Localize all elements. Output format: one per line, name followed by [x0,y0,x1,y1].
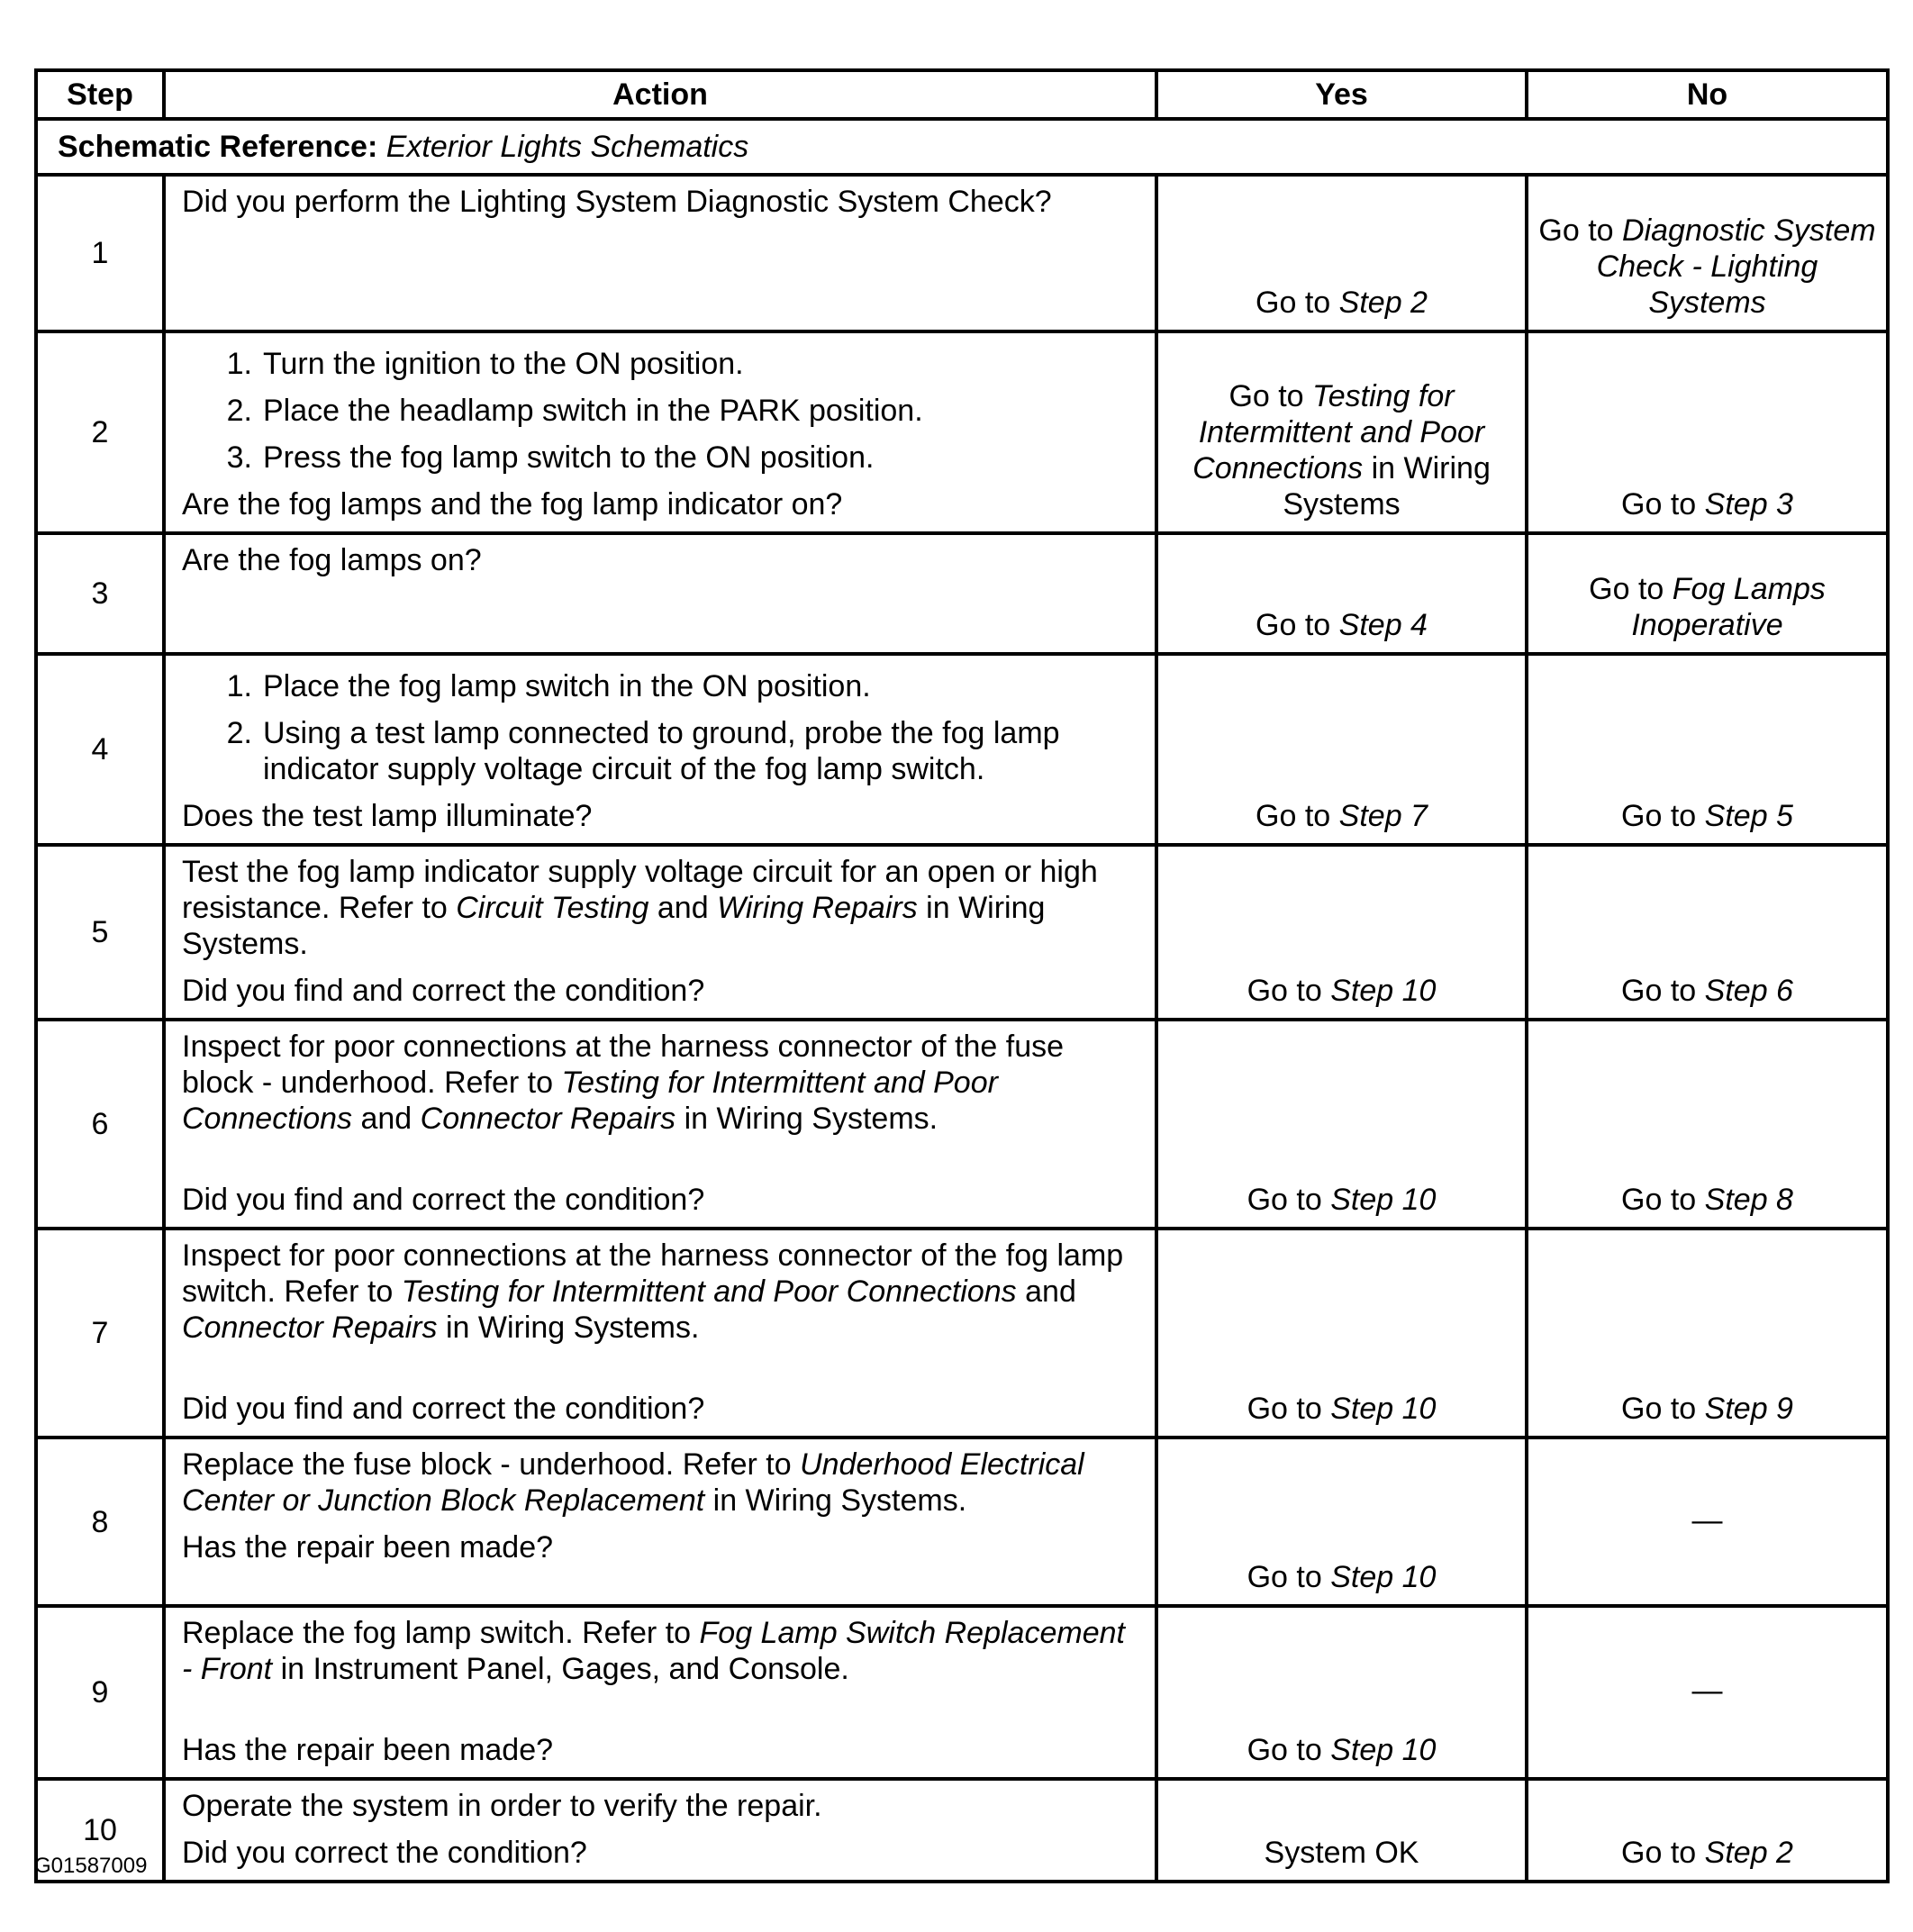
question-text: Did you find and correct the condition? [182,974,705,1008]
goto-prefix: Go to [1256,286,1331,320]
list-item [182,715,1142,787]
reference-link-text: Circuit Testing [456,891,649,925]
reference-link-text: Connector Repairs [182,1311,438,1345]
table-row [36,1020,1888,1229]
yes-cell [1156,1438,1527,1606]
diagnostic-table [34,68,1890,1883]
question-text: Are the fog lamps on? [182,543,482,577]
goto-target: Step 10 [1330,1733,1437,1767]
substep-text: Using a test lamp connected to ground, probe the fog lamp indicator supply voltage circuit of the fog lamp switch. [263,716,1060,786]
substep-number: 2. [226,716,252,750]
yes-cell [1156,1779,1527,1882]
step-number: 5 [36,845,164,1020]
step-number: 10 [36,1779,164,1882]
list-item [182,668,1142,704]
instruction-part: Inspect for poor connections at the harness connector of the fog lamp switch. Refer to [182,1238,1124,1309]
instruction-part: in Instrument Panel, Gages, and Console. [280,1652,849,1686]
substep-text: Press the fog lamp switch to the ON position. [263,440,875,475]
goto-prefix: Go to [1247,1560,1322,1594]
table-row [36,845,1888,1020]
goto-target: Fog Lamps Inoperative [1631,572,1826,642]
substep-number: 1. [226,347,252,381]
instruction-text [182,854,1142,962]
goto-prefix: Go to [1621,799,1697,833]
step-number: 2 [36,331,164,533]
goto-prefix: Go to [1247,1733,1322,1767]
step-number: 3 [36,533,164,654]
no-cell [1527,175,1888,331]
yes-cell [1156,1606,1527,1779]
action-cell [164,654,1156,845]
action-cell [164,175,1156,331]
substep-number: 3. [226,440,252,475]
substep-number: 1. [226,669,252,703]
table-row [36,654,1888,845]
goto-target: Step 4 [1338,608,1428,642]
question-text: Did you perform the Lighting System Diagnostic System Check? [182,185,1052,219]
no-cell [1527,1606,1888,1779]
goto-target: Step 10 [1330,974,1437,1008]
dash: — [1691,1673,1723,1708]
reference-link-text: Fog Lamp Switch Replacement - Front [182,1616,1125,1686]
goto-target: Step 7 [1338,799,1428,833]
yes-cell [1156,533,1527,654]
no-cell [1527,533,1888,654]
question-text: Did you find and correct the condition? [182,1183,705,1217]
substep-list [182,346,1142,476]
substep-text: Place the fog lamp switch in the ON position. [263,669,871,703]
goto-target: Step 6 [1704,974,1793,1008]
goto-prefix: Go to [1621,1183,1697,1217]
reference-link-text: Underhood Electrical Center or Junction Block Replacement [182,1447,1084,1518]
instruction-part: Replace the fog lamp switch. Refer to [182,1616,692,1650]
instruction-text [182,1615,1142,1687]
reference-link-text: Connector Repairs [420,1102,676,1136]
table-row [36,1438,1888,1606]
no-cell [1527,1020,1888,1229]
schematic-row [36,119,1888,175]
yes-cell [1156,1229,1527,1438]
goto-prefix: Go to [1228,379,1304,413]
action-cell [164,1606,1156,1779]
header-no: No [1527,70,1888,119]
goto-target: Step 2 [1338,286,1428,320]
dash: — [1691,1502,1723,1537]
instruction-part: in Wiring Systems. [182,891,1046,961]
action-cell [164,1229,1156,1438]
instruction-part: Test the fog lamp indicator supply voltage circuit for an open or high resistance. Refer to [182,855,1098,925]
instruction-part: Replace the fuse block - underhood. Refer to [182,1447,792,1482]
step-number: 1 [36,175,164,331]
goto-prefix: Go to [1621,974,1697,1008]
table-row [36,1606,1888,1779]
instruction-part: Inspect for poor connections at the harness connector of the fuse block - underhood. Refer to [182,1029,1065,1100]
substep-text: Place the headlamp switch in the PARK position. [263,394,923,428]
step-number: 8 [36,1438,164,1606]
no-cell [1527,1229,1888,1438]
goto-target: Step 8 [1704,1183,1793,1217]
instruction-part: in Wiring Systems. [445,1311,700,1345]
header-step: Step [36,70,164,119]
step-number: 6 [36,1020,164,1229]
reference-link-text: Testing for Intermittent and Poor Connections [401,1274,1017,1309]
substep-number: 2. [226,394,252,428]
table-row [36,533,1888,654]
action-cell [164,1779,1156,1882]
goto-target: Diagnostic System Check - Lighting Systems [1596,213,1876,320]
yes-cell [1156,1020,1527,1229]
action-cell [164,1020,1156,1229]
substep-text: Turn the ignition to the ON position. [263,347,744,381]
list-item [182,393,1142,429]
reference-link-text: Wiring Repairs [717,891,918,925]
table-row [36,1229,1888,1438]
question-text: Are the fog lamps and the fog lamp indicator on? [182,487,843,522]
goto-prefix: Go to [1621,487,1697,522]
question-text: Does the test lamp illuminate? [182,799,593,833]
action-cell [164,533,1156,654]
no-cell [1527,331,1888,533]
question-text: Has the repair been made? [182,1733,554,1767]
goto-prefix: Go to [1256,799,1331,833]
goto-target: Step 10 [1330,1560,1437,1594]
header-yes: Yes [1156,70,1527,119]
yes-cell [1156,654,1527,845]
yes-cell [1156,175,1527,331]
schematic-label: Schematic Reference: [58,130,378,164]
reference-link-text: Testing for Intermittent and Poor Connections [182,1066,998,1136]
table-row [36,331,1888,533]
goto-prefix: Go to [1621,1392,1697,1426]
yes-cell [1156,331,1527,533]
question-text: Did you find and correct the condition? [182,1392,705,1426]
instruction-text [182,1447,1142,1519]
goto-prefix: Go to [1247,1392,1322,1426]
goto-prefix: Go to [1256,608,1331,642]
header-action: Action [164,70,1156,119]
no-cell [1527,1438,1888,1606]
step-number: 7 [36,1229,164,1438]
goto-target: Step 9 [1704,1392,1793,1426]
goto-prefix: Go to [1247,1183,1322,1217]
instruction-part: in Wiring Systems. [684,1102,938,1136]
header-row [36,70,1888,119]
table-row [36,1779,1888,1882]
schematic-reference [36,119,1888,175]
result-text: System OK [1264,1836,1419,1870]
goto-prefix: Go to [1538,213,1614,248]
instruction-text: Operate the system in order to verify the repair. [182,1789,822,1823]
action-cell [164,331,1156,533]
instruction-part: and [1025,1274,1076,1309]
goto-target: Step 5 [1704,799,1793,833]
step-number: 9 [36,1606,164,1779]
goto-target: Testing for Intermittent and Poor Connections [1192,379,1485,485]
question-text: Has the repair been made? [182,1530,554,1565]
question-text: Did you correct the condition? [182,1836,587,1870]
goto-prefix: Go to [1621,1836,1697,1870]
no-cell [1527,654,1888,845]
instruction-text [182,1029,1142,1137]
table-row [36,175,1888,331]
step-number: 4 [36,654,164,845]
action-cell [164,1438,1156,1606]
list-item [182,440,1142,476]
instruction-part: and [360,1102,413,1136]
substep-list [182,668,1142,787]
instruction-part: and [657,891,709,925]
goto-target: Step 2 [1704,1836,1793,1870]
goto-target: Step 10 [1330,1183,1437,1217]
instruction-text [182,1238,1142,1346]
instruction-part: in Wiring Systems. [712,1483,967,1518]
no-cell [1527,845,1888,1020]
no-cell [1527,1779,1888,1882]
goto-prefix: Go to [1247,974,1322,1008]
figure-id: G01587009 [34,1854,148,1878]
list-item [182,346,1142,382]
goto-target: Step 10 [1330,1392,1437,1426]
yes-cell [1156,845,1527,1020]
goto-suffix: in Wiring Systems [1283,451,1491,522]
schematic-value: Exterior Lights Schematics [385,130,749,164]
action-cell [164,845,1156,1020]
goto-target: Step 3 [1704,487,1793,522]
goto-prefix: Go to [1589,572,1664,606]
